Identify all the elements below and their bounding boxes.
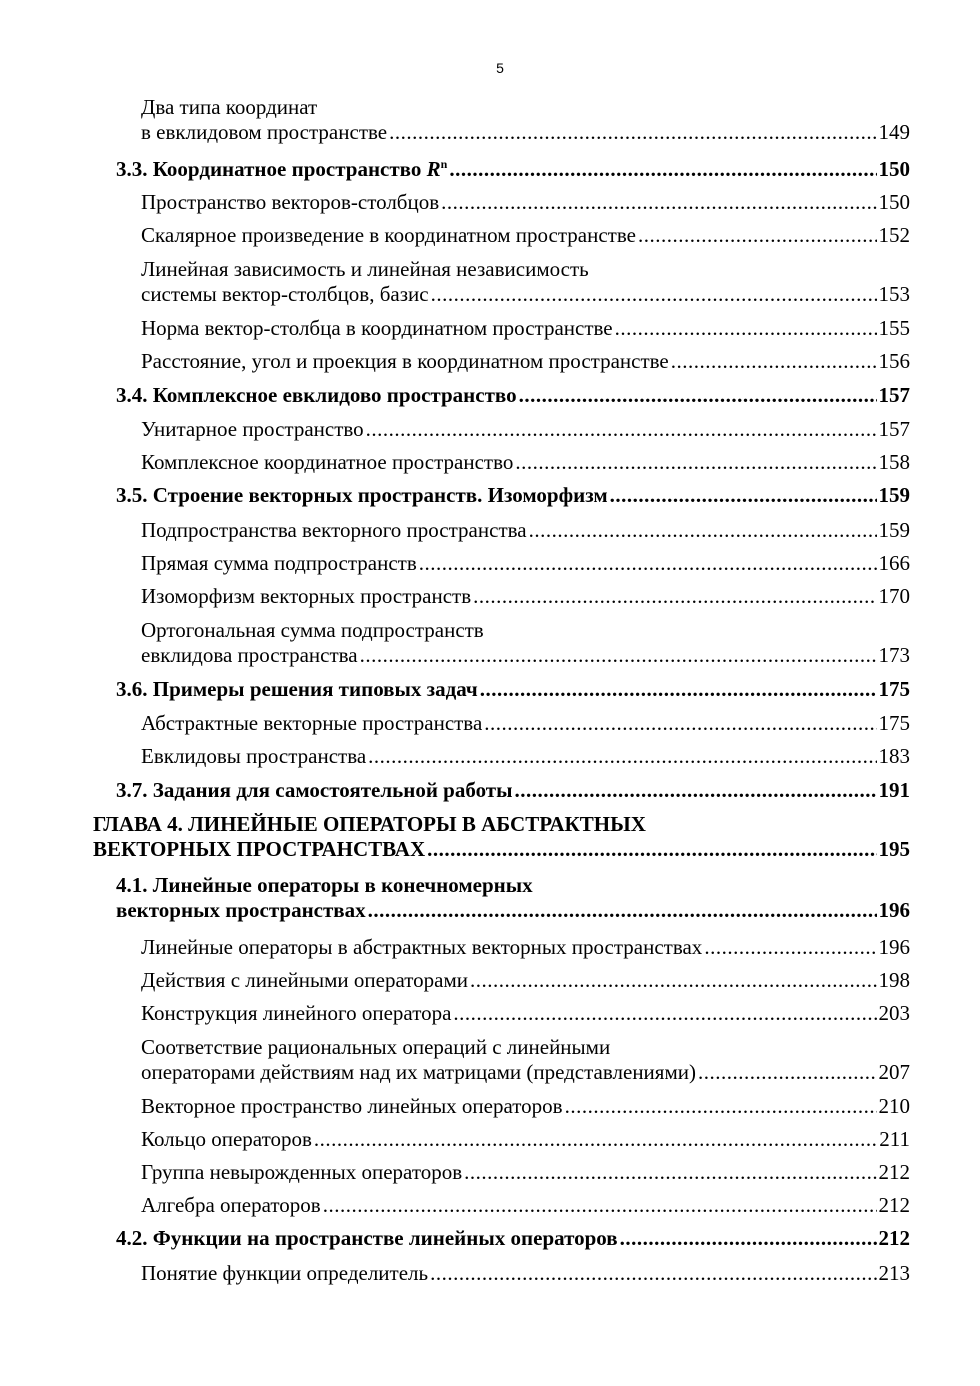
toc-entry[interactable] <box>141 744 910 769</box>
toc-entry-page: 212 <box>878 1226 910 1250</box>
toc-entry[interactable] <box>141 95 910 145</box>
toc-entry-title: Конструкция линейного оператора <box>141 1001 452 1025</box>
toc-entry-title-text: 3.3. Координатное пространство <box>116 157 427 181</box>
leader-dots <box>515 778 877 803</box>
toc-entry-page: 155 <box>878 316 910 340</box>
leader-dots <box>610 483 877 508</box>
toc-entry[interactable] <box>141 223 910 248</box>
toc-entry-title: Кольцо операторов <box>141 1127 312 1151</box>
toc-entry-first-line: Соответствие рациональных операций с линейными <box>141 1035 611 1059</box>
toc-entry-page: 159 <box>878 518 910 542</box>
toc-entry[interactable] <box>116 1226 910 1251</box>
toc-entry[interactable] <box>141 1127 910 1152</box>
leader-dots <box>470 968 877 993</box>
toc-entry-page: 210 <box>878 1094 910 1118</box>
toc-entry-first-line: 4.1. Линейные операторы в конечномерных <box>116 873 533 897</box>
toc-entry-title: Линейные операторы в абстрактных векторных пространствах <box>141 935 703 959</box>
toc-entry-page: 153 <box>878 282 910 306</box>
leader-dots <box>565 1094 877 1119</box>
toc-entry-page: 195 <box>878 837 910 861</box>
toc-entry-title: в евклидовом пространстве <box>141 120 388 144</box>
toc-entry-page: 212 <box>878 1193 910 1217</box>
toc-entry-page: 198 <box>878 968 910 992</box>
leader-dots <box>360 643 877 668</box>
toc-entry-title: евклидова пространства <box>141 643 358 667</box>
toc-entry-first-line: Два типа координат <box>141 95 318 119</box>
toc-entry-title: 3.4. Комплексное евклидово пространство <box>116 383 517 407</box>
toc-entry-title: 3.7. Задания для самостоятельной работы <box>116 778 513 802</box>
toc-entry-title: Прямая сумма подпространств <box>141 551 417 575</box>
leader-dots <box>368 744 876 769</box>
toc-entry-title: Действия с линейными операторами <box>141 968 468 992</box>
toc-entry[interactable] <box>141 618 910 668</box>
toc-entry[interactable] <box>141 417 910 442</box>
toc-entry-title <box>116 157 447 182</box>
toc-entry[interactable] <box>141 711 910 736</box>
toc-entry[interactable] <box>141 349 910 374</box>
toc-entry-title: Группа невырожденных операторов <box>141 1160 463 1184</box>
toc-entry[interactable] <box>141 257 910 307</box>
toc-entry-page: 203 <box>878 1001 910 1025</box>
toc-entry-first-line: Линейная зависимость и линейная независимость <box>141 257 589 281</box>
toc-entry-page: 157 <box>878 383 910 407</box>
toc-entry-title: ВЕКТОРНЫХ ПРОСТРАНСТВАХ <box>93 837 426 861</box>
toc-entry-title: Векторное пространство линейных операторов <box>141 1094 563 1118</box>
toc-entry[interactable] <box>116 383 910 408</box>
leader-dots <box>389 120 876 145</box>
toc-entry[interactable] <box>141 935 910 960</box>
toc-entry-page: 152 <box>878 223 910 247</box>
toc-entry-page: 183 <box>878 744 910 768</box>
toc-entry[interactable] <box>93 812 910 862</box>
toc-entry-page: 149 <box>878 120 910 144</box>
toc-entry-title: Подпространства векторного пространства <box>141 518 527 542</box>
toc-entry[interactable] <box>141 551 910 576</box>
toc-entry-title: Унитарное пространство <box>141 417 364 441</box>
leader-dots <box>519 383 877 408</box>
leader-dots <box>427 837 876 862</box>
toc-entry-page: 213 <box>878 1261 910 1285</box>
toc-entry-page: 211 <box>879 1127 910 1151</box>
leader-dots <box>441 190 876 215</box>
toc-entry-title: векторных пространствах <box>116 898 366 922</box>
toc-entry-title: Скалярное произведение в координатном пространстве <box>141 223 636 247</box>
toc-entry[interactable] <box>116 778 910 803</box>
toc-entry-title: Пространство векторов-столбцов <box>141 190 440 214</box>
toc-entry-superscript: n <box>440 157 448 171</box>
toc-entry[interactable] <box>116 677 910 702</box>
leader-dots <box>366 417 877 442</box>
leader-dots <box>484 711 876 736</box>
leader-dots <box>615 316 877 341</box>
toc-entry-page: 166 <box>878 551 910 575</box>
toc-entry-page: 173 <box>878 643 910 667</box>
leader-dots <box>704 935 876 960</box>
toc-entry-page: 150 <box>878 157 910 181</box>
toc-entry-title: системы вектор-столбцов, базис <box>141 282 429 306</box>
toc-entry-title: операторами действиям над их матрицами (представлениями) <box>141 1060 696 1084</box>
toc-entry[interactable] <box>116 483 910 508</box>
toc-entry-first-line: Ортогональная сумма подпространств <box>141 618 484 642</box>
toc-entry-symbol: R <box>426 157 441 181</box>
leader-dots <box>529 518 877 543</box>
toc-entry[interactable] <box>141 1261 910 1286</box>
toc-entry-title: Расстояние, угол и проекция в координатном пространстве <box>141 349 669 373</box>
toc-entry-page: 191 <box>878 778 910 802</box>
toc-entry-title: 4.2. Функции на пространстве линейных операторов <box>116 1226 618 1250</box>
toc-entry-title: 3.5. Строение векторных пространств. Изоморфизм <box>116 483 608 507</box>
toc-entry[interactable] <box>116 157 910 182</box>
toc-entry-page: 196 <box>878 935 910 959</box>
leader-dots <box>314 1127 877 1152</box>
toc-entry-page: 170 <box>878 584 910 608</box>
toc-entry-title: 3.6. Примеры решения типовых задач <box>116 677 478 701</box>
toc-entry-page: 212 <box>878 1160 910 1184</box>
toc-entry-page: 156 <box>878 349 910 373</box>
toc-entry[interactable] <box>141 1001 910 1026</box>
toc-entry-page: 175 <box>878 711 910 735</box>
toc-entry-page: 157 <box>878 417 910 441</box>
toc-entry[interactable] <box>141 1035 910 1085</box>
leader-dots <box>419 551 877 576</box>
toc-entry[interactable] <box>141 1160 910 1185</box>
leader-dots <box>368 898 877 923</box>
toc-entry-page: 158 <box>878 450 910 474</box>
leader-dots <box>323 1193 877 1218</box>
leader-dots <box>620 1226 877 1251</box>
leader-dots <box>430 1261 876 1286</box>
toc-entry[interactable] <box>141 518 910 543</box>
toc-entry-title: Понятие функции определитель <box>141 1261 429 1285</box>
toc-entry[interactable] <box>116 873 910 923</box>
leader-dots <box>453 1001 876 1026</box>
toc-entry[interactable] <box>141 450 910 475</box>
leader-dots <box>449 157 876 182</box>
leader-dots <box>464 1160 876 1185</box>
toc-entry[interactable] <box>141 1094 910 1119</box>
toc-entry-page: 175 <box>878 677 910 701</box>
toc-entry[interactable] <box>141 1193 910 1218</box>
toc-entry-title: Алгебра операторов <box>141 1193 321 1217</box>
leader-dots <box>515 450 876 475</box>
toc-entry-page: 196 <box>878 898 910 922</box>
toc-entry[interactable] <box>141 584 910 609</box>
toc-entry-title: Изоморфизм векторных пространств <box>141 584 472 608</box>
leader-dots <box>480 677 877 702</box>
leader-dots <box>638 223 877 248</box>
toc-entry-title: Абстрактные векторные пространства <box>141 711 483 735</box>
toc-entry[interactable] <box>141 190 910 215</box>
page-number: 5 <box>496 60 504 76</box>
toc-entry-page: 159 <box>878 483 910 507</box>
toc-entry-title: Комплексное координатное пространство <box>141 450 514 474</box>
toc-entry-title: Норма вектор-столбца в координатном пространстве <box>141 316 613 340</box>
toc-entry-page: 150 <box>878 190 910 214</box>
leader-dots <box>671 349 877 374</box>
toc-entry-page: 207 <box>878 1060 910 1084</box>
leader-dots <box>473 584 876 609</box>
toc-entry[interactable] <box>141 316 910 341</box>
toc-entry-first-line: ГЛАВА 4. ЛИНЕЙНЫЕ ОПЕРАТОРЫ В АБСТРАКТНЫХ <box>93 812 646 836</box>
toc-entry[interactable] <box>141 968 910 993</box>
toc-entry-title: Евклидовы пространства <box>141 744 367 768</box>
leader-dots <box>698 1060 877 1085</box>
leader-dots <box>431 282 877 307</box>
